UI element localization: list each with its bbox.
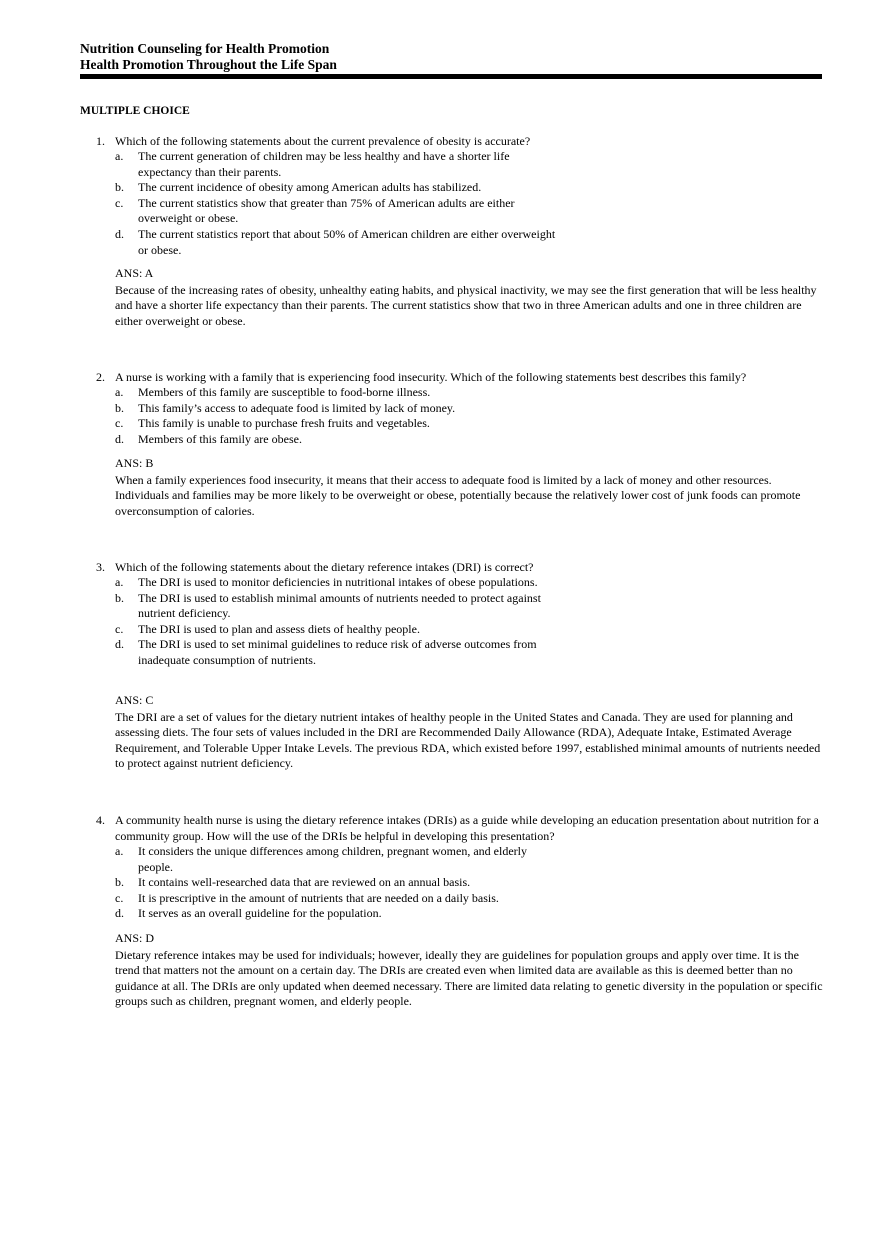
question-stem: Which of the following statements about the current prevalence of obesity is accurate? [115,134,531,148]
option-text: It considers the unique differences among children, pregnant women, and elderly people. [138,844,527,874]
option-text: Members of this family are obese. [138,431,302,446]
option-letter: c. [115,195,124,210]
question-number: 1. [96,134,105,148]
option-text: The DRI is used to set minimal guidelines to reduce risk of adverse outcomes from inadequate consumption of nutrients. [138,637,537,667]
options-list [115,575,558,669]
question-number: 3. [96,560,105,574]
option-b [115,180,558,196]
option-a [115,844,558,875]
answer-label: ANS: D [115,931,155,945]
question-number: 4. [96,813,105,827]
option-letter: a. [115,844,124,858]
answer-block [115,266,825,329]
answer-rationale: Dietary reference intakes may be used for individuals; however, ideally they are guidelines for population groups and apply over time. It is the trend that matters not the amount on a certain day. The DRIs are created even when limited data are available as this is deemed better than no guidance at all. The DRIs are only updated when deemed necessary. There are limited data relating to genetic diversity in the population or specific groups such as children, pregnant women, and elderly people. [115,947,823,1009]
answer-label: ANS: B [115,456,154,470]
option-text: It serves as an overall guideline for the population. [138,906,382,921]
options-list [115,385,558,447]
option-letter: b. [115,400,124,415]
option-text: It is prescriptive in the amount of nutrients that are needed on a daily basis. [138,890,499,905]
course-title: Nutrition Counseling for Health Promotion [80,41,330,56]
chapter-title: Health Promotion Throughout the Life Span [80,57,337,72]
answer-label: ANS: C [115,693,154,707]
option-letter: b. [115,590,124,605]
option-letter: b. [115,875,124,890]
option-d [115,637,558,668]
answer-rationale: Because of the increasing rates of obesity, unhealthy eating habits, and physical inactivity, we may see the first generation that will be less healthy and have a shorter life expectancy than their parents. The current statistics show that two in three American adults and one in three children are either overweight or obese. [115,282,817,328]
option-letter: d. [115,226,124,241]
option-b [115,591,558,622]
option-d [115,432,558,448]
answer-block [115,456,825,519]
option-c [115,196,558,227]
option-text: The current incidence of obesity among American adults has stabilized. [138,180,482,195]
option-text: The DRI is used to plan and assess diets of healthy people. [138,621,420,636]
option-letter: a. [115,149,124,163]
option-text: The current generation of children may be less healthy and have a shorter life expectancy than their parents. [138,149,510,179]
option-text: Members of this family are susceptible to food-borne illness. [138,385,431,399]
answer-rationale: When a family experiences food insecurity, it means that their access to adequate food is limited by a lack of money and other resources. Individuals and families may be more likely to be overweight or obese, potentially because the relatively lower cost of junk foods can promote overconsumption of calories. [115,472,801,518]
option-letter: c. [115,890,124,905]
option-b [115,401,558,417]
question-number: 2. [96,370,105,384]
option-a [115,385,558,401]
option-letter: d. [115,906,124,921]
option-letter: b. [115,180,124,195]
option-b [115,875,558,891]
option-text: The current statistics show that greater than 75% of American adults are either overweight or obese. [138,195,515,226]
option-letter: c. [115,621,124,636]
header-rule [80,74,822,79]
option-text: The DRI is used to monitor deficiencies in nutritional intakes of obese populations. [138,575,538,589]
option-text: This family’s access to adequate food is limited by lack of money. [138,400,456,415]
answer-rationale: The DRI are a set of values for the dietary nutrient intakes of healthy people in the United States and Canada. They are used for planning and assessing diets. The four sets of values included in the DRI are Recommended Daily Allowance (RDA), Adequate Intake, Estimated Average Requirement, and Tolerable Upper Intake Levels. The previous RDA, which existed before 1997, established minimal amounts of nutrients needed to protect against nutrient deficiency. [115,709,821,771]
option-d [115,227,558,258]
options-list [115,844,558,922]
option-letter: d. [115,637,124,652]
option-text: This family is unable to purchase fresh fruits and vegetables. [138,416,430,431]
option-text: The current statistics report that about 50% of American children are either overweight or obese. [138,226,556,257]
answer-label: ANS: A [115,266,154,280]
option-c [115,416,558,432]
option-d [115,906,558,922]
question-stem: A community health nurse is using the dietary reference intakes (DRIs) as a guide while developing an education presentation about nutrition for a community group. How will the use of the DRIs be helpful in developing this presentation? [115,813,819,843]
option-letter: d. [115,431,124,446]
answer-block [115,931,825,1010]
document-header [80,41,822,73]
option-c [115,622,558,638]
option-c [115,891,558,907]
option-a [115,149,558,180]
option-letter: a. [115,575,124,589]
option-text: The DRI is used to establish minimal amounts of nutrients needed to protect against nutrient deficiency. [138,590,541,621]
option-letter: c. [115,416,124,431]
option-letter: a. [115,385,124,399]
question-stem: A nurse is working with a family that is experiencing food insecurity. Which of the following statements best describes this family? [115,370,747,384]
option-text: It contains well-researched data that are reviewed on an annual basis. [138,875,471,890]
section-title: MULTIPLE CHOICE [80,105,190,117]
question-stem: Which of the following statements about the dietary reference intakes (DRI) is correct? [115,560,534,574]
option-a [115,575,558,591]
answer-block [115,693,825,772]
options-list [115,149,558,258]
